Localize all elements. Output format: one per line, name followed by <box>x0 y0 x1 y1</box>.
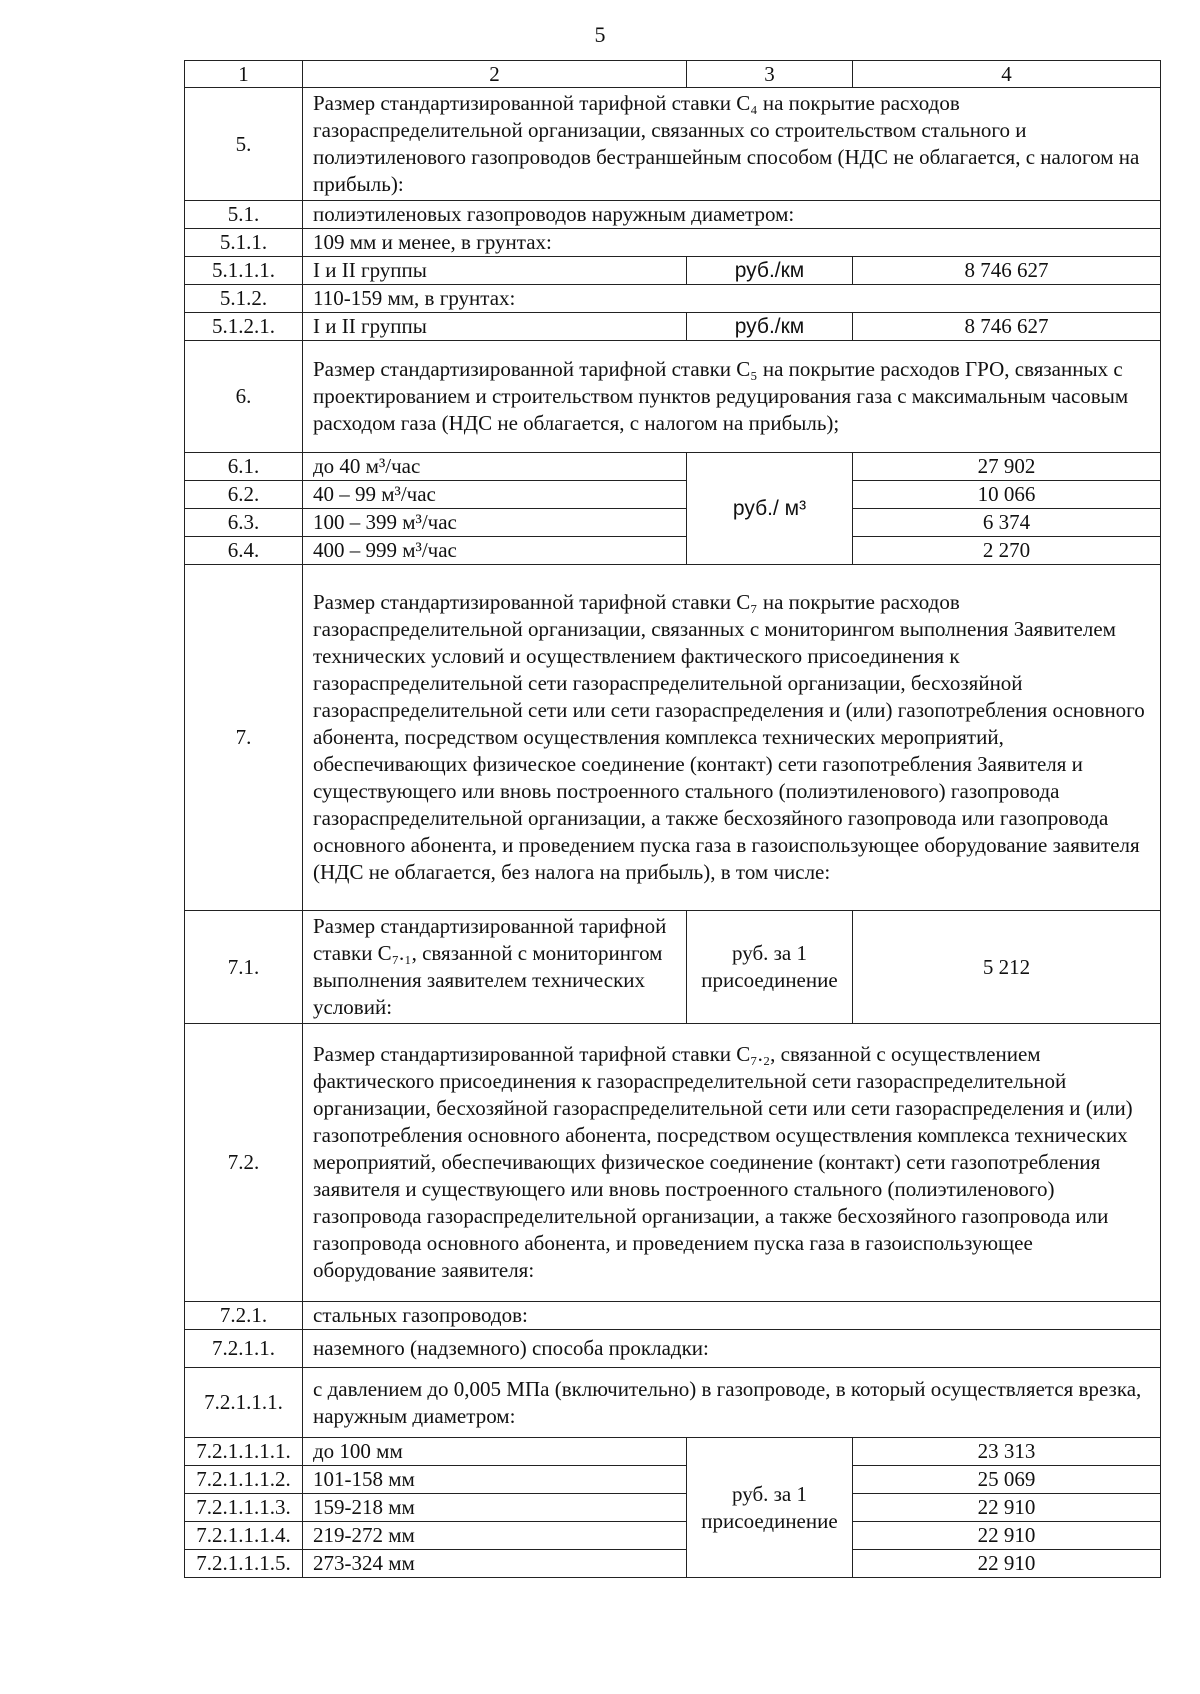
header-col-4: 4 <box>853 61 1161 88</box>
page-number: 5 <box>594 22 606 47</box>
table-row <box>185 1550 1161 1578</box>
row-value: 22 910 <box>853 1522 1161 1550</box>
row-description: I и II группы <box>303 257 687 285</box>
row-number: 7. <box>185 565 303 911</box>
row-description: 400 – 999 м³/час <box>303 537 687 565</box>
row-number: 7.2.1.1.1.1. <box>185 1438 303 1466</box>
row-value: 8 746 627 <box>853 313 1161 341</box>
table-row <box>185 453 1161 481</box>
row-description: Размер стандартизированной тарифной ставки С₅ на покрытие расходов ГРО, связанных с проектированием и строительством пунктов редуцирования газа с максимальным часовым расходом газа (НДС не облагается, с налогом на прибыль); <box>303 341 1161 453</box>
table-row <box>185 509 1161 537</box>
row-value: 25 069 <box>853 1466 1161 1494</box>
row-description: 219-272 мм <box>303 1522 687 1550</box>
table-row <box>185 1368 1161 1438</box>
row-description: Размер стандартизированной тарифной ставки С₇.₁, связанной с мониторингом выполнения заявителем технических условий: <box>303 911 687 1024</box>
table-row <box>185 1330 1161 1368</box>
row-value: 27 902 <box>853 453 1161 481</box>
row-number: 6.2. <box>185 481 303 509</box>
row-number: 5.1.2. <box>185 285 303 313</box>
row-number: 7.2.1.1.1.2. <box>185 1466 303 1494</box>
row-value: 10 066 <box>853 481 1161 509</box>
table-row <box>185 1438 1161 1466</box>
row-description: 101-158 мм <box>303 1466 687 1494</box>
table-row <box>185 1302 1161 1330</box>
table-header-row <box>185 61 1161 88</box>
table-row <box>185 1466 1161 1494</box>
row-description: I и II группы <box>303 313 687 341</box>
row-number: 5.1.1. <box>185 229 303 257</box>
row-description: 159-218 мм <box>303 1494 687 1522</box>
row-number: 5.1. <box>185 201 303 229</box>
row-number: 7.2.1.1.1. <box>185 1368 303 1438</box>
row-number: 7.1. <box>185 911 303 1024</box>
merged-unit-group7211: руб. за 1 присоединение <box>687 1438 853 1578</box>
row-description: стальных газопроводов: <box>303 1302 1161 1330</box>
row-unit: руб. за 1 присоединение <box>687 911 853 1024</box>
row-number: 6. <box>185 341 303 453</box>
row-description: 110-159 мм, в грунтах: <box>303 285 1161 313</box>
row-number: 7.2.1. <box>185 1302 303 1330</box>
row-description: с давлением до 0,005 МПа (включительно) в газопроводе, в который осуществляется врезка, наружным диаметром: <box>303 1368 1161 1438</box>
row-description: 109 мм и менее, в грунтах: <box>303 229 1161 257</box>
row-description: Размер стандартизированной тарифной ставки С₇ на покрытие расходов газораспределительной организации, связанных с мониторингом выполнения Заявителем технических условий и осуществлением фактического присоединения к газораспределительной сети газораспределительной организации, бесхозяйной газораспределительной сети или сети газораспределения и (или) газопотребления основного абонента, посредством осуществления комплекса технических мероприятий, обеспечивающих физическое соединение (контакт) сети газопотребления Заявителя и существующего или вновь построенного стального (полиэтиленового) газопровода газораспределительной организации, а также бесхозяйного газопровода или газопровода основного абонента, и проведением пуска газа в газоиспользующее оборудование заявителя (НДС не облагается, без налога на прибыль), в том числе: <box>303 565 1161 911</box>
row-number: 7.2.1.1.1.5. <box>185 1550 303 1578</box>
row-value: 23 313 <box>853 1438 1161 1466</box>
row-number: 7.2.1.1.1.4. <box>185 1522 303 1550</box>
table-row <box>185 341 1161 453</box>
row-value: 8 746 627 <box>853 257 1161 285</box>
table-row <box>185 537 1161 565</box>
row-description: Размер стандартизированной тарифной ставки С₄ на покрытие расходов газораспределительной организации, связанных со строительством стального и полиэтиленового газопроводов бестраншейным способом (НДС не облагается, с налогом на прибыль): <box>303 88 1161 201</box>
row-unit: руб./км <box>687 313 853 341</box>
table-row <box>185 88 1161 201</box>
row-value: 22 910 <box>853 1494 1161 1522</box>
row-number: 7.2. <box>185 1024 303 1302</box>
row-description: Размер стандартизированной тарифной ставки С₇.₂, связанной с осуществлением фактического присоединения к газораспределительной сети газораспределительной организации, бесхозяйной газораспределительной сети или сети газораспределения и (или) газопотребления основного абонента, посредством осуществления комплекса технических мероприятий, обеспечивающих физическое соединение (контакт) сети газопотребления заявителя и существующего или вновь построенного стального (полиэтиленового) газопровода газораспределительной организации, а также бесхозяйного газопровода или газопровода основного абонента, и проведением пуска газа в газоиспользующее оборудование заявителя: <box>303 1024 1161 1302</box>
table-row <box>185 285 1161 313</box>
header-col-1: 1 <box>185 61 303 88</box>
header-col-2: 2 <box>303 61 687 88</box>
table-row <box>185 481 1161 509</box>
row-value: 5 212 <box>853 911 1161 1024</box>
row-number: 6.4. <box>185 537 303 565</box>
row-description: 100 – 399 м³/час <box>303 509 687 537</box>
row-number: 5.1.2.1. <box>185 313 303 341</box>
row-description: полиэтиленовых газопроводов наружным диаметром: <box>303 201 1161 229</box>
merged-unit-group6: руб./ м³ <box>687 453 853 565</box>
table-row <box>185 257 1161 285</box>
table-row <box>185 1522 1161 1550</box>
row-unit: руб./км <box>687 257 853 285</box>
table-row <box>185 911 1161 1024</box>
row-number: 6.1. <box>185 453 303 481</box>
table-row <box>185 201 1161 229</box>
row-description: наземного (надземного) способа прокладки: <box>303 1330 1161 1368</box>
table-row <box>185 1024 1161 1302</box>
table-row <box>185 313 1161 341</box>
header-col-3: 3 <box>687 61 853 88</box>
row-number: 6.3. <box>185 509 303 537</box>
table-row <box>185 1494 1161 1522</box>
row-value: 22 910 <box>853 1550 1161 1578</box>
row-value: 2 270 <box>853 537 1161 565</box>
row-value: 6 374 <box>853 509 1161 537</box>
row-description: 40 – 99 м³/час <box>303 481 687 509</box>
table-row <box>185 565 1161 911</box>
row-number: 5.1.1.1. <box>185 257 303 285</box>
row-number: 7.2.1.1. <box>185 1330 303 1368</box>
row-number: 5. <box>185 88 303 201</box>
row-description: до 100 мм <box>303 1438 687 1466</box>
table-row <box>185 229 1161 257</box>
tariff-table <box>184 60 1161 1578</box>
row-number: 7.2.1.1.1.3. <box>185 1494 303 1522</box>
row-description: 273-324 мм <box>303 1550 687 1578</box>
row-description: до 40 м³/час <box>303 453 687 481</box>
